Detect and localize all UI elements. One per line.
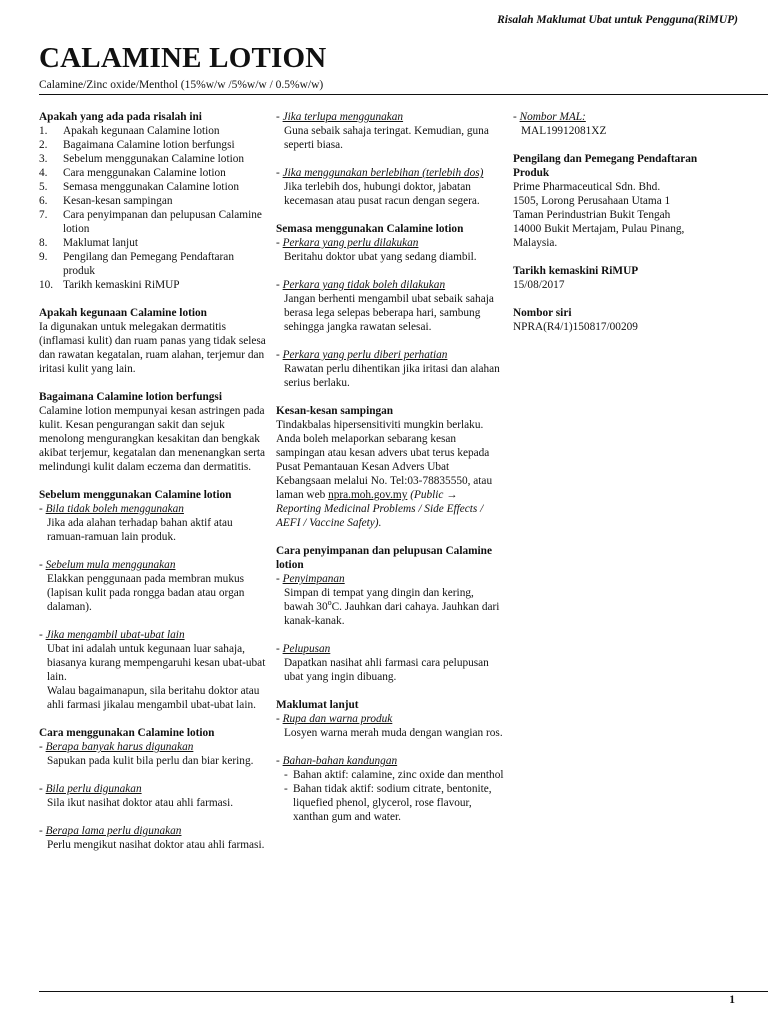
storage-heading: Cara penyimpanan dan pelupusan Calamine lotion — [276, 545, 492, 571]
further-info-heading: Maklumat lanjut — [276, 699, 359, 711]
subheading: - Berapa banyak harus digunakan — [39, 741, 194, 753]
column-3 — [513, 110, 731, 348]
address-line: Taman Perindustrian Bukit Tengah — [513, 209, 671, 221]
paragraph: Dapatkan nasihat ahli farmasi cara pelupusan ubat yang ingin dibuang. — [284, 657, 489, 683]
subheading: - Jika mengambil ubat-ubat lain — [39, 629, 185, 641]
footer-divider — [39, 991, 768, 992]
serial-section — [513, 306, 731, 334]
subheading: - Perkara yang perlu diberi perhatian — [276, 349, 448, 361]
before-use-heading: Sebelum menggunakan Calamine lotion — [39, 489, 232, 501]
address-line: Prime Pharmaceutical Sdn. Bhd. — [513, 181, 661, 193]
subheading: - Perkara yang tidak boleh dilakukan — [276, 279, 446, 291]
subheading: - Bila perlu digunakan — [39, 783, 142, 795]
paragraph: Rawatan perlu dihentikan jika iritasi dan alahan serius berlaku. — [284, 363, 500, 389]
paragraph: Jangan berhenti mengambil ubat sebaik sahaja berasa lega selepas beberapa hari, sambung sehingga jangka rawatan selesai. — [284, 293, 494, 333]
ingredient-inactive: - Bahan tidak aktif: sodium citrate, bentonite, liquefied phenol, glycerol, rose flavour, xanthan gum and water. — [284, 783, 492, 823]
product-composition: Calamine/Zinc oxide/Menthol (15%w/w /5%w/w / 0.5%w/w) — [39, 79, 324, 91]
contents-heading: Apakah yang ada pada risalah ini — [39, 111, 202, 123]
how-to-use-heading: Cara menggunakan Calamine lotion — [39, 727, 215, 739]
paragraph: Jika ada alahan terhadap bahan aktif atau ramuan-ramuan lain produk. — [47, 517, 233, 543]
subheading: - Rupa dan warna produk — [276, 713, 393, 725]
how-to-use-continued — [276, 110, 504, 208]
paragraph: Elakkan penggunaan pada membran mukus (lapisan kulit pada rongga badan atau organ dalaman). — [47, 573, 245, 613]
mal-section — [513, 110, 731, 138]
manufacturer-heading: Pengilang dan Pemegang Pendaftaran Produk — [513, 153, 698, 179]
contents-list — [39, 124, 267, 292]
contents-item: 6. Kesan-kesan sampingan — [39, 195, 173, 207]
contents-section — [39, 110, 267, 292]
paragraph: Jika terlebih dos, hubungi doktor, jabatan kecemasan atau pusat racun dengan segera. — [284, 181, 480, 207]
uses-section — [39, 306, 267, 376]
column-1 — [39, 110, 267, 866]
paragraph: Walau bagaimanapun, sila beritahu doktor atau ahli farmasi jikalau mengambil ubat-ubat lain. — [47, 685, 260, 711]
address-line: 1505, Lorong Perusahaan Utama 1 — [513, 195, 671, 207]
how-it-works-body: Calamine lotion mempunyai kesan astringen pada kulit. Kesan pengurangan sakit dan sejuk menolong mengurangkan kesakitan dan bengkak akibat terjemur, kegatalan dan menenangkan serta melindungi kulit dalam eczema dan dermatitis. — [39, 405, 266, 473]
paragraph: Perlu mengikut nasihat doktor atau ahli farmasi. — [47, 839, 265, 851]
before-use-section — [39, 488, 267, 712]
during-use-section — [276, 222, 504, 390]
serial-number: NPRA(R4/1)150817/00209 — [513, 321, 638, 333]
header-divider — [39, 94, 768, 95]
paragraph: Guna sebaik sahaja teringat. Kemudian, guna seperti biasa. — [284, 125, 489, 151]
column-2 — [276, 110, 504, 838]
how-it-works-section — [39, 390, 267, 474]
side-effects-heading: Kesan-kesan sampingan — [276, 405, 394, 417]
paragraph: Sila ikut nasihat doktor atau ahli farmasi. — [47, 797, 234, 809]
contents-item: 10. Tarikh kemaskini RiMUP — [39, 279, 180, 291]
serial-heading: Nombor siri — [513, 307, 572, 319]
revision-section — [513, 264, 731, 292]
contents-item: 8. Maklumat lanjut — [39, 237, 138, 249]
subheading: - Perkara yang perlu dilakukan — [276, 237, 419, 249]
subheading: - Jika menggunakan berlebihan (terlebih dos) — [276, 167, 484, 179]
paragraph: Losyen warna merah muda dengan wangian ros. — [284, 727, 503, 739]
paragraph: Anda boleh melaporkan sebarang kesan sampingan atau kesan advers ubat terus kepada Pusat Pemantauan Kesan Advers Ubat Kebangsaan melalui No. Tel:03-78835550, atau laman web npra.moh.gov.my (Public → Reporting Medicinal Problems / Side Effects / AEFI / Vaccine Safety). — [276, 433, 493, 529]
contents-item: 4. Cara menggunakan Calamine lotion — [39, 167, 226, 179]
address-line: 14000 Bukit Mertajam, Pulau Pinang, Malaysia. — [513, 223, 685, 249]
paragraph: Beritahu doktor ubat yang sedang diambil. — [284, 251, 477, 263]
page-number: 1 — [729, 994, 735, 1006]
ingredient-active: - Bahan aktif: calamine, zinc oxide dan menthol — [284, 769, 504, 781]
paragraph: Sapukan pada kulit bila perlu dan biar kering. — [47, 755, 254, 767]
product-title: CALAMINE LOTION — [39, 42, 327, 74]
contents-item: 3. Sebelum menggunakan Calamine lotion — [39, 153, 245, 165]
during-use-heading: Semasa menggunakan Calamine lotion — [276, 223, 464, 235]
subheading: - Bila tidak boleh menggunakan — [39, 503, 184, 515]
subheading: - Jika terlupa menggunakan — [276, 111, 404, 123]
npra-website-link[interactable]: npra.moh.gov.my — [328, 489, 408, 501]
reporting-path-note: (Public → Reporting Medicinal Problems / Side Effects / AEFI / Vaccine Safety). — [276, 489, 484, 529]
mal-number: MAL19912081XZ — [521, 125, 607, 137]
side-effects-section — [276, 404, 504, 530]
manufacturer-section — [513, 152, 731, 250]
paragraph: Simpan di tempat yang dingin dan kering, bawah 30$^o$C. Jauhkan dari cahaya. Jauhkan dari kanak-kanak. — [284, 587, 500, 627]
contents-item: 1. Apakah kegunaan Calamine lotion — [39, 125, 220, 137]
document-header-note: Risalah Maklumat Ubat untuk Pengguna(RiMUP) — [497, 14, 738, 26]
how-to-use-section — [39, 726, 267, 852]
subheading: - Sebelum mula menggunakan — [39, 559, 176, 571]
paragraph: Ubat ini adalah untuk kegunaan luar sahaja, biasanya kurang mempengaruhi kesan ubat-ubat lain. — [47, 643, 266, 683]
contents-item: 5. Semasa menggunakan Calamine lotion — [39, 181, 240, 193]
uses-body: Ia digunakan untuk melegakan dermatitis (inflamasi kulit) dan ruam panas yang tidak selesa dan rawatan kegatalan, ruam alahan, terjemur dan iritasi kulit yang lain. — [39, 321, 266, 375]
paragraph: Tindakbalas hipersensitiviti mungkin berlaku. — [276, 419, 484, 431]
contents-item: 9. Pengilang dan Pemegang Pendaftaran produk — [39, 251, 234, 277]
revision-date: 15/08/2017 — [513, 279, 565, 291]
subheading: - Penyimpanan — [276, 573, 345, 585]
subheading: - Nombor MAL: — [513, 111, 586, 123]
contents-item: 7. Cara penyimpanan dan pelupusan Calamine lotion — [39, 209, 262, 235]
subheading: - Berapa lama perlu digunakan — [39, 825, 182, 837]
revision-heading: Tarikh kemaskini RiMUP — [513, 265, 639, 277]
subheading: - Bahan-bahan kandungan — [276, 755, 398, 767]
contents-item: 2. Bagaimana Calamine lotion berfungsi — [39, 139, 235, 151]
subheading: - Pelupusan — [276, 643, 331, 655]
storage-section — [276, 544, 504, 684]
uses-heading: Apakah kegunaan Calamine lotion — [39, 307, 207, 319]
how-it-works-heading: Bagaimana Calamine lotion berfungsi — [39, 391, 222, 403]
further-info-section — [276, 698, 504, 824]
